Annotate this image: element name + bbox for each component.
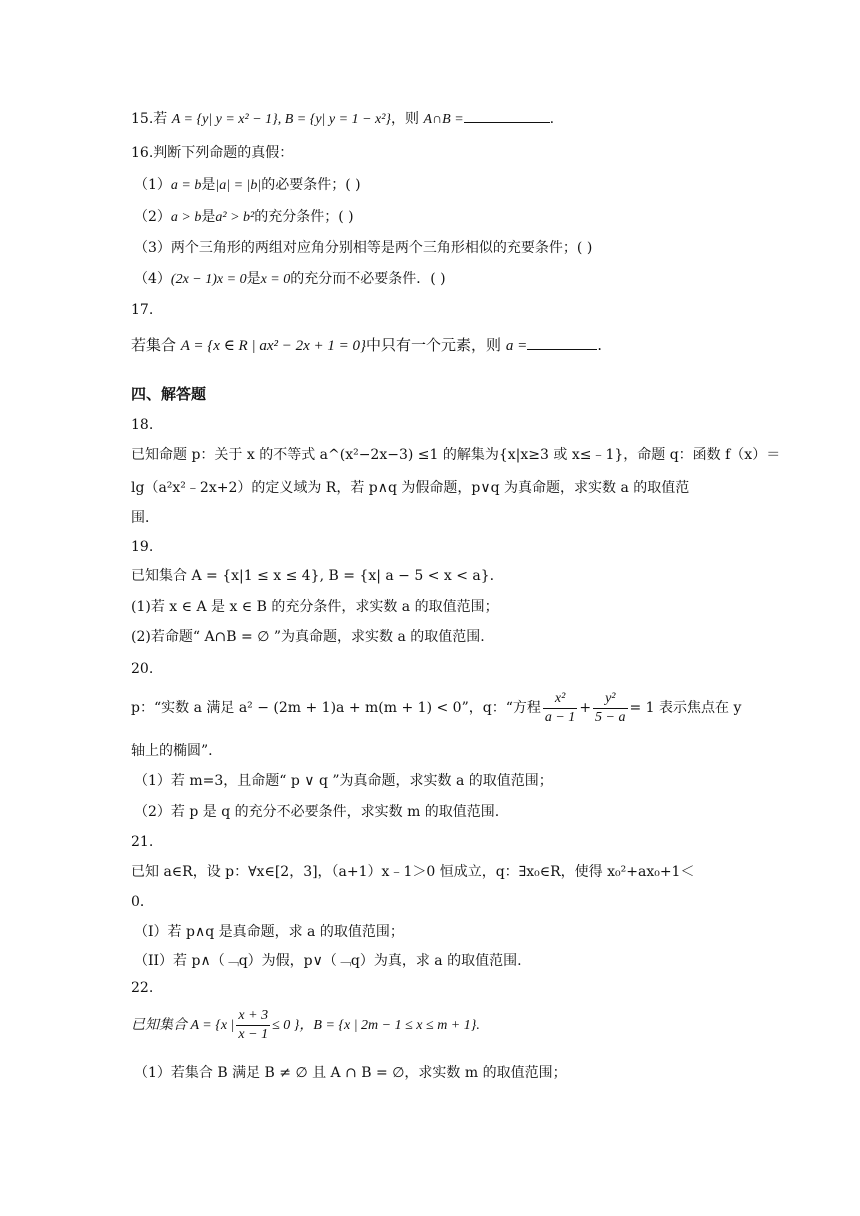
q20-frac2-numerator: y² <box>593 690 627 709</box>
q17-mid: 中只有一个元素，则 <box>366 336 506 354</box>
question-15 <box>131 108 554 130</box>
q20-line-1a: p：“实数 a 满足 a² − (2m + 1)a + m(m + 1) < 0”，q：“方程 <box>131 700 541 716</box>
q16-item-3-num: （3） <box>134 240 171 256</box>
q16-item-2-c: a² > b² <box>215 210 255 225</box>
q20-fraction-1 <box>543 690 577 727</box>
q18-line-3: 围． <box>131 510 159 526</box>
q22-fraction <box>236 1007 270 1044</box>
q16-item-2-b: 是 <box>201 209 216 225</box>
q16-item-1-c: |a| = |b| <box>215 178 262 193</box>
q20-line-2: 轴上的椭圆”. <box>131 743 213 759</box>
q20-line-1b: = 1 表示焦点在 y <box>629 700 742 716</box>
q16-item-3 <box>134 238 592 258</box>
q20-frac2-denominator: 5 − a <box>595 709 626 725</box>
q16-item-1 <box>134 175 361 196</box>
q17-prefix: 若集合 <box>131 336 181 354</box>
q17-number: 17. <box>131 302 154 318</box>
q20-line-4: （2）若 p 是 q 的充分不必要条件，求实数 m 的取值范围. <box>134 804 500 820</box>
q22-after-fraction: ≤ 0 }， <box>272 1018 314 1033</box>
q21-line-4: （II）若 p∧（﹁q）为假，p∨（﹁q）为真，求 a 的取值范围. <box>134 953 522 969</box>
q22-set-b: B = {x | 2m − 1 ≤ x ≤ m + 1}. <box>313 1018 480 1033</box>
q15-end: . <box>549 111 555 127</box>
q16-item-4-num: （4） <box>134 271 171 287</box>
q22-prefix: 已知集合 A = {x | <box>131 1018 235 1033</box>
q20-number: 20. <box>131 661 154 677</box>
q19-line-3: (2)若命题“ A∩B = ∅ ”为真命题，求实数 a 的取值范围. <box>131 629 485 645</box>
q15-answer-blank[interactable] <box>464 108 550 123</box>
q17-var: a = <box>505 338 528 354</box>
q18-line-2: lg（a²x²﹣2x+2）的定义域为 R，若 p∧q 为假命题，p∨q 为真命题，求实数 a 的取值范 <box>131 480 690 496</box>
q22-line-1 <box>131 1005 480 1046</box>
q16-item-1-d: 的必要条件；( ) <box>261 177 361 193</box>
section-heading: 四、解答题 <box>131 385 207 403</box>
q20-line-3: （1）若 m=3，且命题“ p ∨ q ”为真命题，求实数 a 的取值范围； <box>134 773 553 789</box>
q17-set: A = {x ∈ R | ax² − 2x + 1 = 0} <box>180 338 367 354</box>
q16-item-4-a: (2x − 1)x = 0 <box>170 272 247 287</box>
q20-frac1-numerator: x² <box>543 690 577 709</box>
q18-number: 18. <box>131 417 154 433</box>
q22-frac-denominator: x − 1 <box>238 1026 269 1042</box>
q16-item-1-num: （1） <box>134 177 171 193</box>
q22-line-2: （1）若集合 B 满足 B ≠ ∅ 且 A ∩ B = ∅，求实数 m 的取值范围； <box>134 1065 567 1081</box>
q21-number: 21. <box>131 834 154 850</box>
q18-line-1: 已知命题 p：关于 x 的不等式 a^(x²−2x−3) ≤1 的解集为{x|x≥3 或 x≤﹣1}，命题 q：函数 f（x）＝ <box>131 447 781 463</box>
q15-sets: A = {y| y = x² − 1}, B = {y| y = 1 − x²} <box>171 112 392 127</box>
q15-mid: ，则 <box>391 111 424 127</box>
q21-line-2: 0． <box>131 894 154 910</box>
q17-answer-blank[interactable] <box>527 335 597 350</box>
q22-number: 22. <box>131 980 154 996</box>
q15-prefix: 15.若 <box>131 111 172 127</box>
q19-line-2: (1)若 x ∈ A 是 x ∈ B 的充分条件，求实数 a 的取值范围； <box>131 599 499 615</box>
q20-frac1-denominator: a − 1 <box>544 709 576 725</box>
q20-line-1 <box>131 688 741 728</box>
q19-line-1: 已知集合 A = {x|1 ≤ x ≤ 4}, B = {x| a − 5 < x < a}. <box>131 568 495 584</box>
q17-end: . <box>597 336 602 354</box>
question-16-title: 16.判断下列命题的真假： <box>131 145 294 161</box>
q16-item-4 <box>134 269 446 290</box>
question-17 <box>131 335 602 356</box>
q16-item-2 <box>134 207 354 228</box>
q20-fraction-2 <box>593 690 627 727</box>
q16-item-2-num: （2） <box>134 209 171 225</box>
q16-item-3-a: 两个三角形的两组对应角分别相等是两个三角形相似的充要条件；( ) <box>170 240 593 256</box>
q21-line-3: （I）若 p∧q 是真命题，求 a 的取值范围； <box>134 924 404 940</box>
q21-line-1: 已知 a∈R，设 p：∀x∈[2，3]，（a+1）x﹣1＞0 恒成立，q：∃x₀∈R，使得 x₀²+ax₀+1＜ <box>131 864 695 880</box>
q15-expr: A∩B = <box>423 112 464 127</box>
q16-item-4-d: 的充分而不必要条件．( ) <box>290 271 446 287</box>
q19-number: 19. <box>131 539 154 555</box>
q16-item-1-b: 是 <box>201 177 216 193</box>
q16-item-4-c: x = 0 <box>260 272 291 287</box>
q16-item-2-a: a > b <box>170 210 202 225</box>
q16-item-1-a: a = b <box>170 178 202 193</box>
q16-item-4-b: 是 <box>246 271 261 287</box>
q22-frac-numerator: x + 3 <box>236 1007 270 1026</box>
q16-item-2-d: 的充分条件；( ) <box>254 209 354 225</box>
q20-plus: + <box>579 700 592 716</box>
